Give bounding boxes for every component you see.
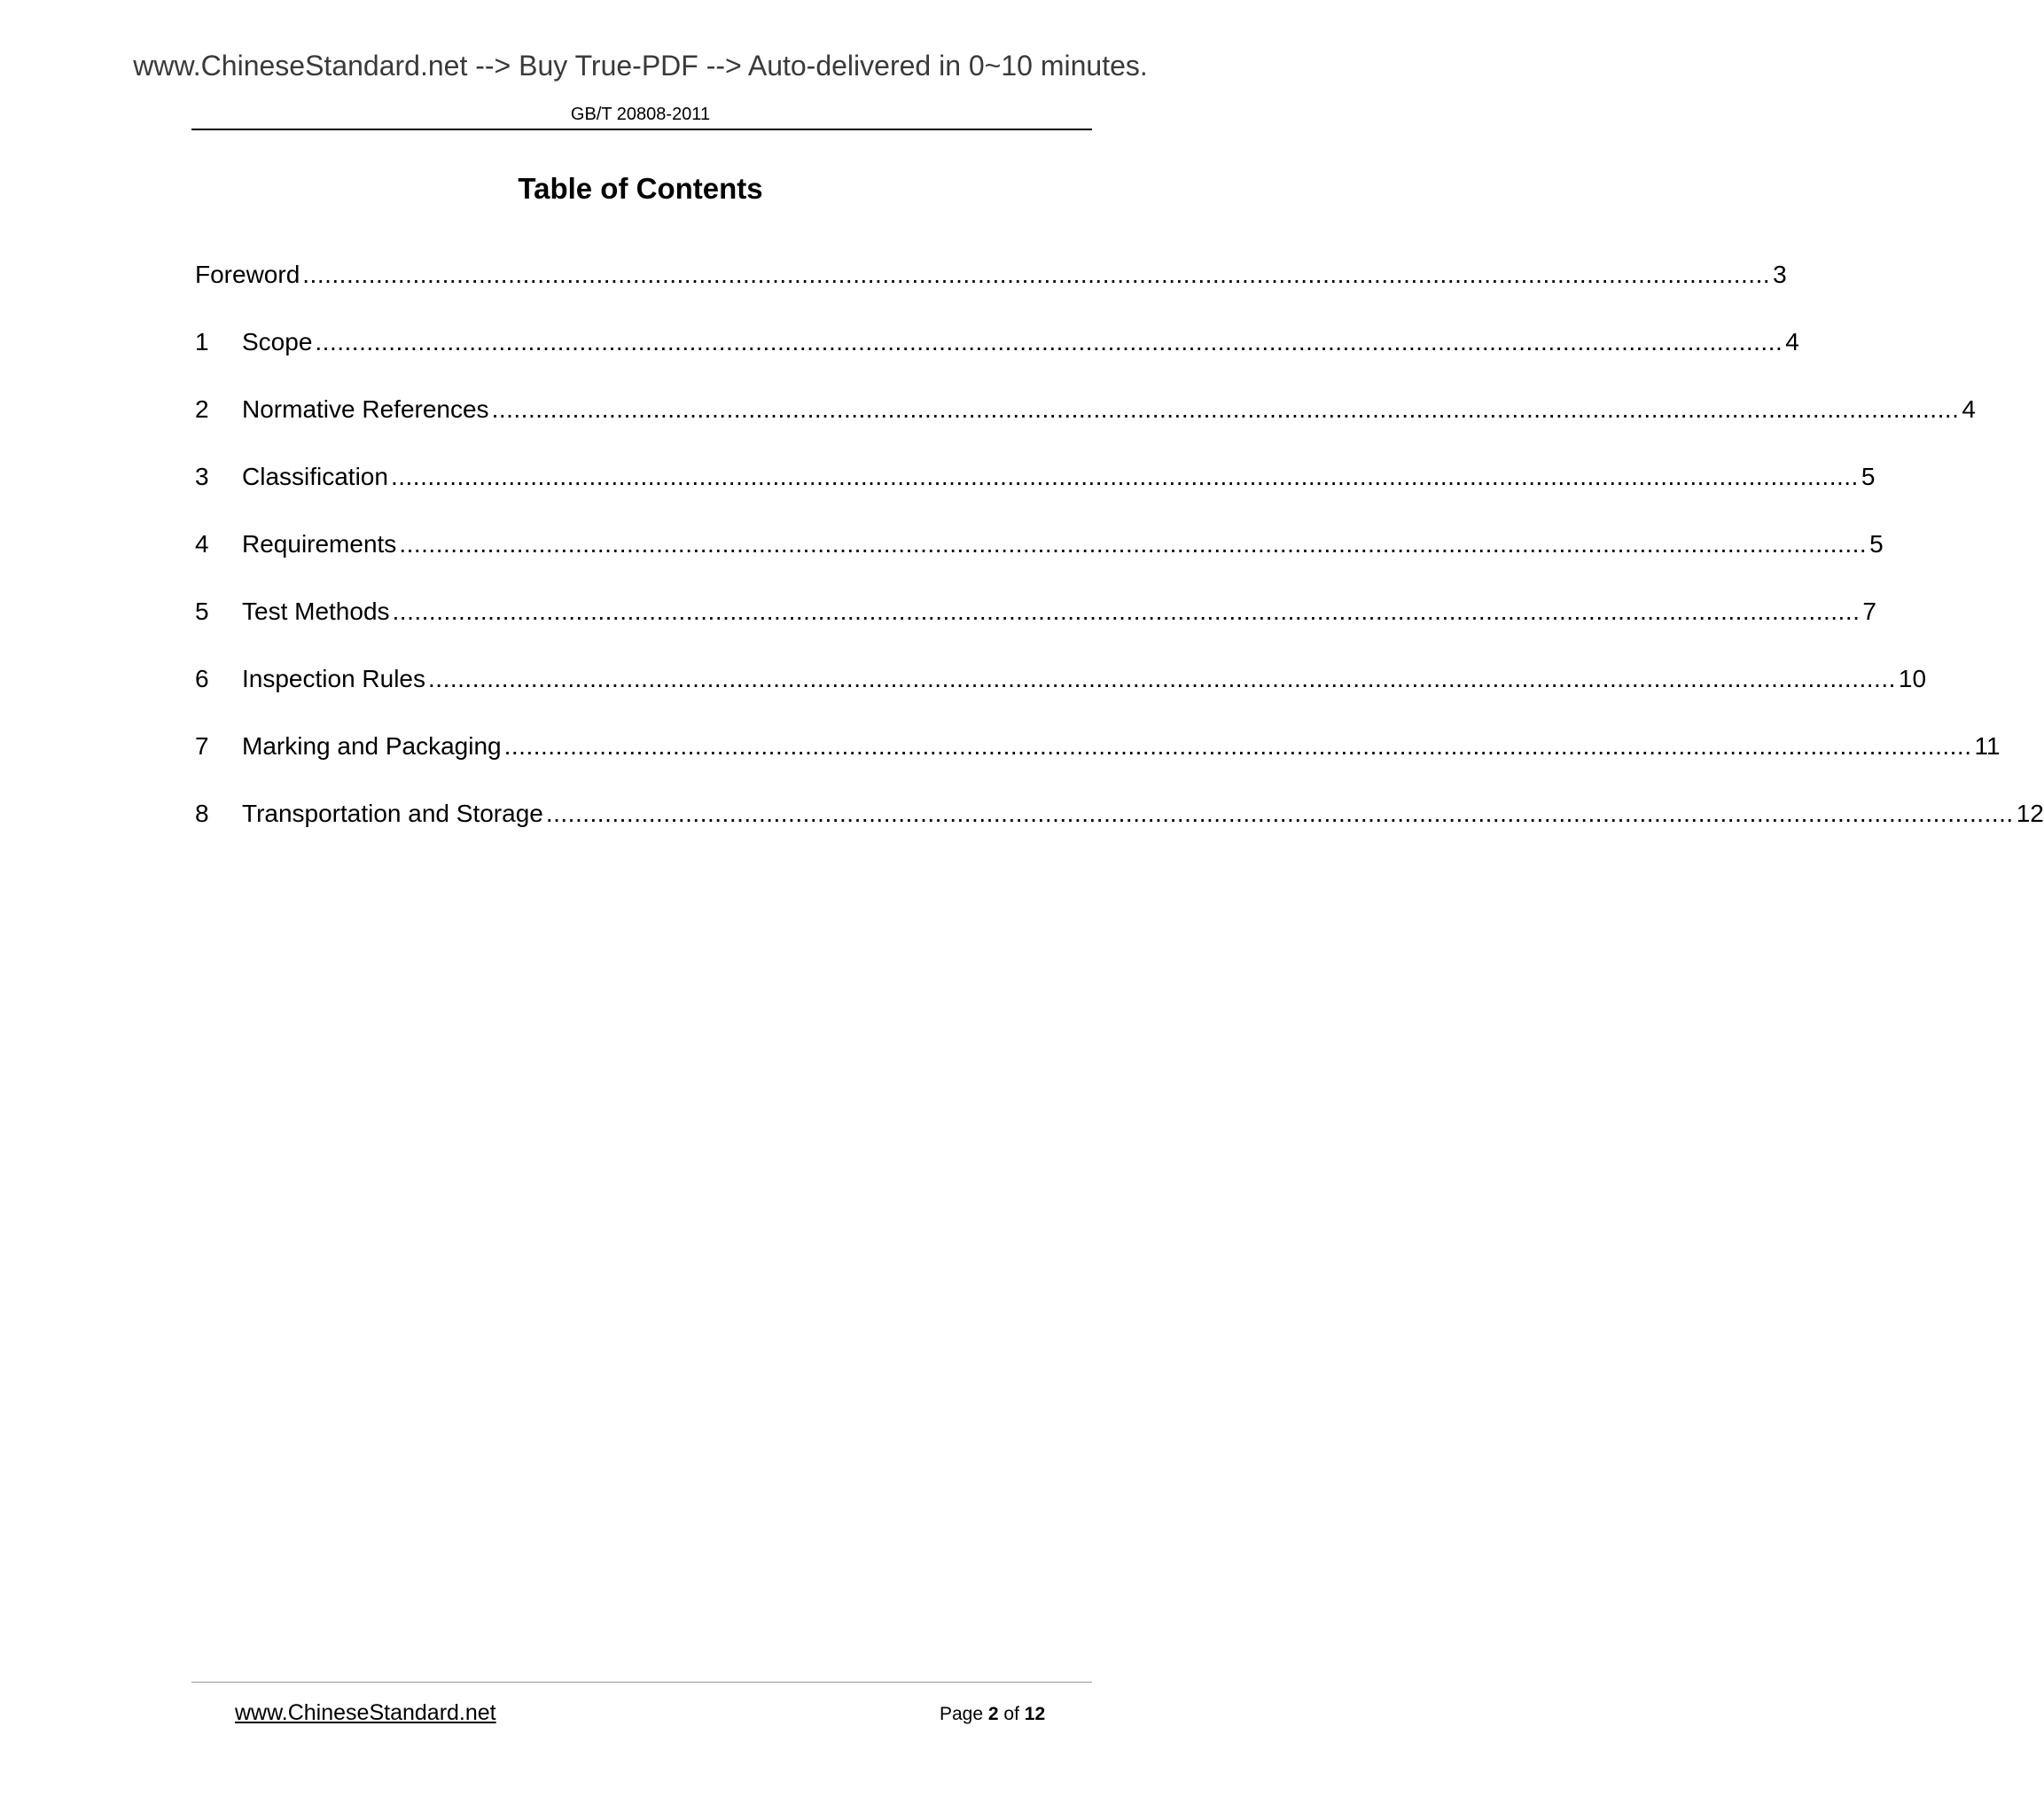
toc-entry-number: 4 <box>195 530 209 558</box>
toc-entry-marking-and-packaging[interactable] <box>195 729 2001 796</box>
toc-entry-label: Requirements <box>242 530 397 558</box>
toc-entry-label: Classification <box>242 463 388 490</box>
standard-code: GB/T 20808-2011 <box>570 105 711 124</box>
site-banner: www.ChineseStandard.net --> Buy True-PDF --> Auto-delivered in 0~10 minutes. <box>133 50 1148 82</box>
toc-leader-dots: ........................................................................................................................................................................................................ <box>503 732 1972 760</box>
toc-list <box>195 257 2044 863</box>
header-divider <box>191 129 1092 130</box>
toc-entry-foreword[interactable] <box>195 257 1787 324</box>
toc-entry-page: 3 <box>1773 261 1787 288</box>
toc-entry-requirements[interactable] <box>195 527 1884 594</box>
toc-entry-classification[interactable] <box>195 459 1876 527</box>
page-current: 2 <box>987 1704 999 1724</box>
toc-leader-dots: ........................................................................................................................................................................................................ <box>390 463 1859 490</box>
toc-entry-page: 4 <box>1962 395 1976 423</box>
toc-entry-transportation-and-storage[interactable] <box>195 796 2044 863</box>
toc-entry-number: 1 <box>195 328 209 355</box>
toc-entry-number: 2 <box>195 395 209 423</box>
toc-leader-dots: ........................................................................................................................................................................................................ <box>491 395 1960 423</box>
toc-entry-normative-references[interactable] <box>195 392 1976 459</box>
footer-divider <box>191 1682 1092 1683</box>
toc-leader-dots: ........................................................................................................................................................................................................ <box>302 261 1771 288</box>
toc-leader-dots: ........................................................................................................................................................................................................ <box>545 800 2014 827</box>
toc-entry-label: Normative References <box>242 395 489 423</box>
toc-entry-page: 5 <box>1869 530 1884 558</box>
toc-entry-inspection-rules[interactable] <box>195 661 1927 729</box>
page-prefix: Page <box>940 1704 984 1724</box>
toc-entry-label: Test Methods <box>242 597 390 625</box>
toc-entry-label: Scope <box>242 328 313 355</box>
toc-leader-dots: ........................................................................................................................................................................................................ <box>315 328 1783 355</box>
toc-entry-label: Foreword <box>195 261 300 288</box>
toc-entry-label: Transportation and Storage <box>242 800 543 827</box>
toc-entry-page: 12 <box>2016 800 2044 827</box>
toc-entry-scope[interactable] <box>195 324 1799 392</box>
toc-entry-number: 8 <box>195 800 209 827</box>
toc-entry-number: 3 <box>195 463 209 490</box>
page-of: of <box>1003 1704 1019 1724</box>
toc-entry-page: 11 <box>1974 732 2001 760</box>
toc-entry-page: 7 <box>1862 597 1876 625</box>
toc-leader-dots: ........................................................................................................................................................................................................ <box>428 665 1896 692</box>
toc-entry-page: 10 <box>1898 665 1927 692</box>
toc-entry-label: Inspection Rules <box>242 665 426 692</box>
page-indicator <box>940 1704 1045 1725</box>
toc-entry-number: 6 <box>195 665 209 692</box>
toc-entry-test-methods[interactable] <box>195 594 1876 661</box>
toc-title-text: Table of Contents <box>518 172 763 205</box>
toc-entry-label: Marking and Packaging <box>242 732 502 760</box>
toc-title <box>0 172 1281 206</box>
toc-entry-page: 4 <box>1785 328 1799 355</box>
toc-leader-dots: ........................................................................................................................................................................................................ <box>392 597 1861 625</box>
toc-leader-dots: ........................................................................................................................................................................................................ <box>399 530 1868 558</box>
toc-entry-number: 5 <box>195 597 209 625</box>
page-total: 12 <box>1024 1704 1046 1724</box>
toc-entry-number: 7 <box>195 732 209 760</box>
toc-entry-page: 5 <box>1861 463 1876 490</box>
footer-site-link[interactable]: www.ChineseStandard.net <box>235 1700 496 1725</box>
